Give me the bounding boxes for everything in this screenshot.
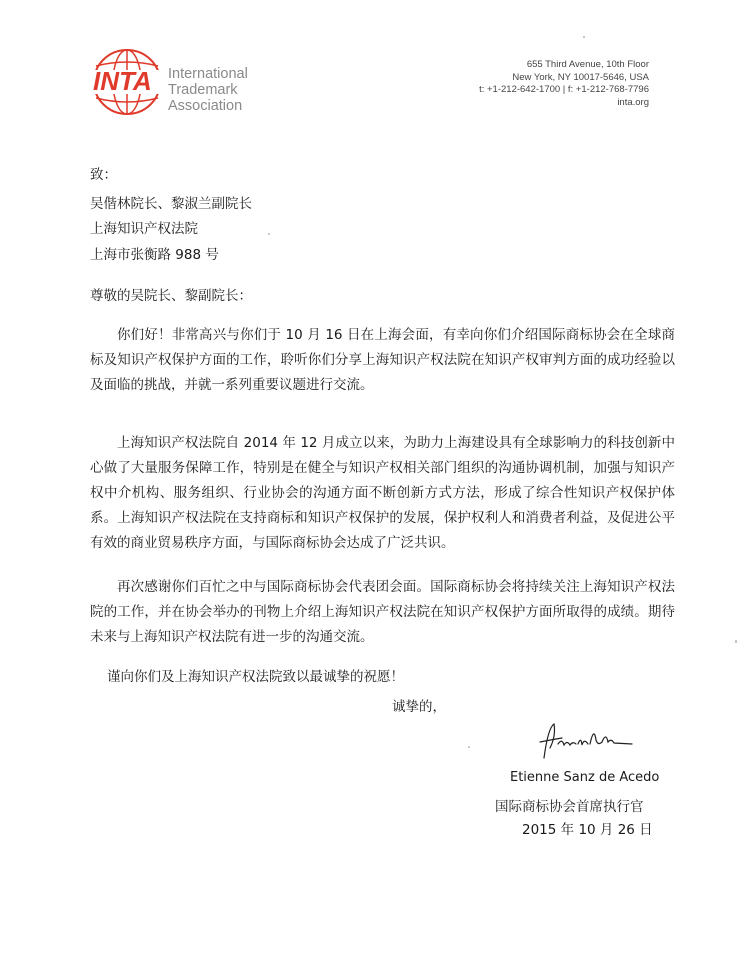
signer-name: Etienne Sanz de Acedo	[510, 770, 660, 785]
org-name-line: Association	[168, 98, 243, 114]
paragraph-1: 你们好！非常高兴与你们于 10 月 16 日在上海会面，有幸向你们介绍国际商标协会在全球商标及知识产权保护方面的工作，聆听你们分享上海知识产权法院在知识产权审判方面的成功经验以及面临的挑战，并就一系列重要议题进行交流。	[90, 327, 675, 393]
scan-speck	[468, 746, 470, 748]
recipient-court: 上海知识产权法院	[90, 221, 198, 237]
letter-date: 2015 年 10 月 26 日	[522, 822, 653, 838]
paragraph-2: 上海知识产权法院自 2014 年 12 月成立以来，为助力上海建设具有全球影响力的科技创新中心做了大量服务保障工作，特别是在健全与知识产权相关部门组织的沟通协调机制，加强与知识产权中介机构、服务组织、行业协会的沟通方面不断创新方式方法，形成了综合性知识产权保护体系。上海知识产权法院在支持商标和知识产权保护的发展，保护权利人和消费者利益，及促进公平有效的商业贸易秩序方面，与国际商标协会达成了广泛共识。	[90, 435, 675, 551]
handwritten-signature	[536, 718, 636, 763]
letterhead-address	[479, 59, 649, 109]
to-label: 致：	[90, 167, 117, 183]
address-line: t: +1-212-642-1700 | f: +1-212-768-7796	[479, 84, 649, 95]
website[interactable]: inta.org	[617, 96, 649, 108]
scan-speck	[268, 233, 270, 235]
sincerely: 诚挚的，	[392, 699, 446, 715]
scan-speck	[583, 36, 585, 38]
org-name	[168, 66, 248, 114]
org-name-line: Trademark	[168, 82, 238, 98]
address-line: 655 Third Avenue, 10th Floor	[526, 59, 649, 70]
org-name-line: International	[168, 66, 248, 82]
inta-wordmark: INTA	[93, 66, 152, 96]
closing-wish: 谨向你们及上海知识产权法院致以最诚挚的祝愿！	[107, 669, 404, 685]
signer-title: 国际商标协会首席执行官	[495, 799, 644, 815]
recipient-names: 吴偕林院长、黎淑兰副院长	[90, 196, 252, 212]
address-line: New York, NY 10017-5646, USA	[512, 71, 649, 83]
salutation: 尊敬的吴院长、黎副院长：	[90, 288, 252, 304]
recipient-address: 上海市张衡路 988 号	[90, 247, 219, 263]
scan-speck	[735, 640, 737, 643]
paragraph-3: 再次感谢你们百忙之中与国际商标协会代表团会面。国际商标协会将持续关注上海知识产权法院的工作，并在协会举办的刊物上介绍上海知识产权法院在知识产权保护方面所取得的成绩。期待未来与上海知识产权法院有进一步的沟通交流。	[90, 579, 675, 645]
